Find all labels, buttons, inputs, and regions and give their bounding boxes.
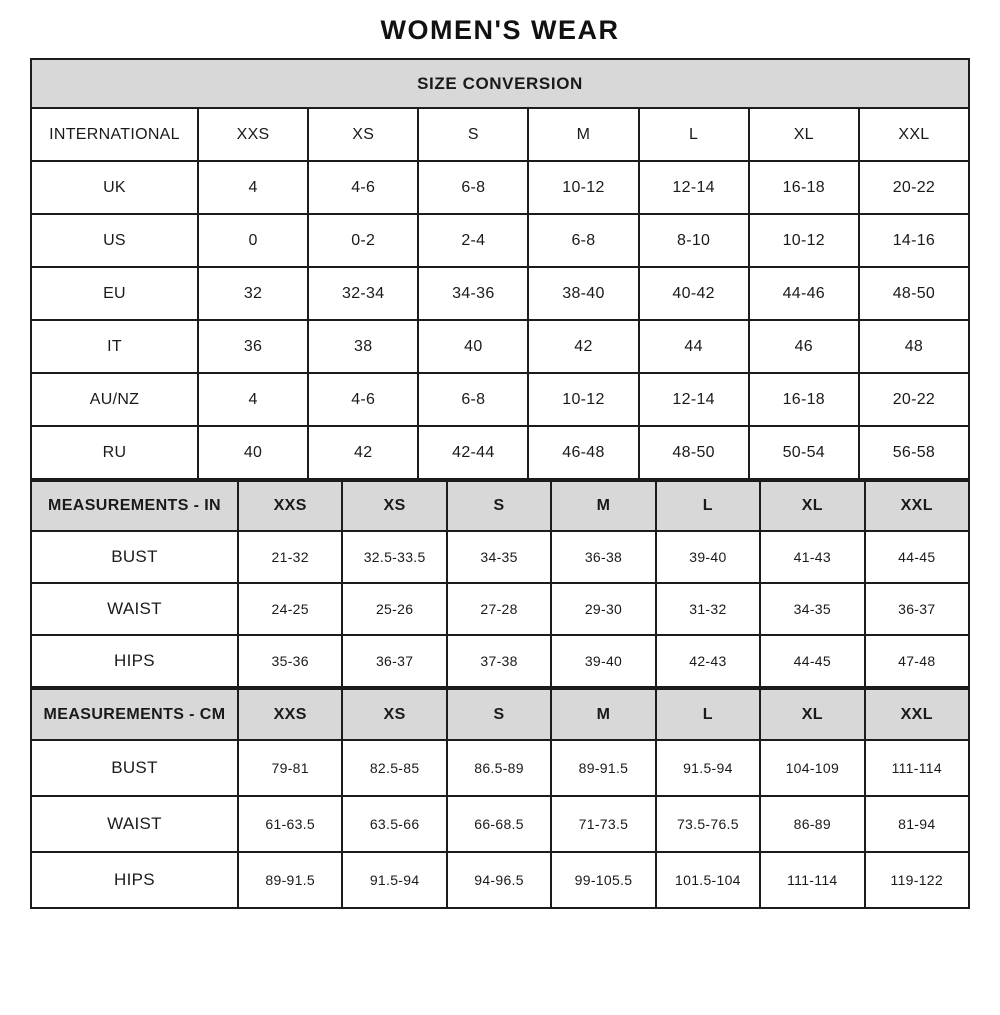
cell-us-xxs: 0	[198, 214, 308, 267]
cell-uk-s: 6-8	[418, 161, 528, 214]
table-row	[31, 796, 969, 852]
cell-it-m: 42	[528, 320, 638, 373]
cell-us-s: 2-4	[418, 214, 528, 267]
cell-bust-xs: 32.5-33.5	[342, 531, 446, 583]
cell-bust-xxs: 21-32	[238, 531, 342, 583]
cell-ru-xs: 42	[308, 426, 418, 479]
column-header-xs: XS	[342, 481, 446, 531]
table-row	[31, 635, 969, 687]
cell-hips-xs: 36-37	[342, 635, 446, 687]
row-label-ru: RU	[31, 426, 198, 479]
cell-it-l: 44	[639, 320, 749, 373]
cell-hips-m: 39-40	[551, 635, 655, 687]
header-row	[31, 481, 969, 531]
cell-hips-xxl: 47-48	[865, 635, 969, 687]
cell-ru-xxl: 56-58	[859, 426, 969, 479]
column-header-xxl: XXL	[865, 481, 969, 531]
table-title-measurements-in: MEASUREMENTS - IN	[31, 481, 238, 531]
cell-ru-xl: 50-54	[749, 426, 859, 479]
cell-bust-xs: 82.5-85	[342, 740, 446, 796]
table-row	[31, 320, 969, 373]
cell-ru-l: 48-50	[639, 426, 749, 479]
cell-hips-xs: 91.5-94	[342, 852, 446, 908]
cell-hips-xxl: 119-122	[865, 852, 969, 908]
table-row	[31, 373, 969, 426]
row-label-waist: WAIST	[31, 796, 238, 852]
table-title-measurements-cm: MEASUREMENTS - CM	[31, 689, 238, 740]
cell-au-nz-xxs: 4	[198, 373, 308, 426]
column-header-xs: XS	[342, 689, 446, 740]
column-header-m: M	[551, 689, 655, 740]
cell-au-nz-l: 12-14	[639, 373, 749, 426]
cell-waist-xxs: 61-63.5	[238, 796, 342, 852]
column-header-xxl: XXL	[859, 108, 969, 161]
column-header-m: M	[551, 481, 655, 531]
size-guide-page	[0, 15, 1000, 909]
cell-waist-xl: 34-35	[760, 583, 864, 635]
cell-eu-xxl: 48-50	[859, 267, 969, 320]
cell-us-xxl: 14-16	[859, 214, 969, 267]
column-header-international: INTERNATIONAL	[31, 108, 198, 161]
cell-waist-m: 29-30	[551, 583, 655, 635]
cell-waist-xxl: 36-37	[865, 583, 969, 635]
row-label-au-nz: AU/NZ	[31, 373, 198, 426]
cell-it-xxl: 48	[859, 320, 969, 373]
cell-ru-xxs: 40	[198, 426, 308, 479]
cell-eu-l: 40-42	[639, 267, 749, 320]
cell-waist-xs: 63.5-66	[342, 796, 446, 852]
cell-eu-s: 34-36	[418, 267, 528, 320]
row-label-us: US	[31, 214, 198, 267]
cell-it-xxs: 36	[198, 320, 308, 373]
cell-it-s: 40	[418, 320, 528, 373]
cell-bust-m: 89-91.5	[551, 740, 655, 796]
cell-waist-l: 73.5-76.5	[656, 796, 760, 852]
header-row	[31, 689, 969, 740]
measurements-in-table	[30, 480, 970, 688]
table-row	[31, 531, 969, 583]
cell-eu-m: 38-40	[528, 267, 638, 320]
row-label-bust: BUST	[31, 531, 238, 583]
cell-ru-s: 42-44	[418, 426, 528, 479]
cell-bust-xxs: 79-81	[238, 740, 342, 796]
cell-bust-l: 91.5-94	[656, 740, 760, 796]
cell-hips-m: 99-105.5	[551, 852, 655, 908]
cell-uk-xxs: 4	[198, 161, 308, 214]
table-row	[31, 267, 969, 320]
table-banner: SIZE CONVERSION	[31, 59, 969, 108]
column-header-l: L	[656, 481, 760, 531]
cell-au-nz-xl: 16-18	[749, 373, 859, 426]
cell-waist-s: 66-68.5	[447, 796, 551, 852]
cell-it-xl: 46	[749, 320, 859, 373]
cell-eu-xxs: 32	[198, 267, 308, 320]
row-label-waist: WAIST	[31, 583, 238, 635]
cell-bust-s: 34-35	[447, 531, 551, 583]
cell-bust-xl: 41-43	[760, 531, 864, 583]
table-row	[31, 583, 969, 635]
cell-us-l: 8-10	[639, 214, 749, 267]
column-header-xxs: XXS	[198, 108, 308, 161]
table-row	[31, 161, 969, 214]
column-header-xl: XL	[749, 108, 859, 161]
row-label-it: IT	[31, 320, 198, 373]
cell-bust-m: 36-38	[551, 531, 655, 583]
cell-uk-l: 12-14	[639, 161, 749, 214]
cell-waist-xxl: 81-94	[865, 796, 969, 852]
table-row	[31, 426, 969, 479]
cell-hips-l: 101.5-104	[656, 852, 760, 908]
row-label-uk: UK	[31, 161, 198, 214]
row-label-hips: HIPS	[31, 635, 238, 687]
column-header-xs: XS	[308, 108, 418, 161]
table-row	[31, 740, 969, 796]
cell-au-nz-xxl: 20-22	[859, 373, 969, 426]
cell-hips-xl: 111-114	[760, 852, 864, 908]
cell-au-nz-xs: 4-6	[308, 373, 418, 426]
cell-eu-xs: 32-34	[308, 267, 418, 320]
row-label-eu: EU	[31, 267, 198, 320]
column-header-l: L	[639, 108, 749, 161]
cell-bust-xxl: 44-45	[865, 531, 969, 583]
cell-bust-xxl: 111-114	[865, 740, 969, 796]
page-title: WOMEN'S WEAR	[380, 15, 620, 45]
cell-uk-xs: 4-6	[308, 161, 418, 214]
table-row	[31, 852, 969, 908]
size-conversion-table	[30, 58, 970, 480]
column-header-xxs: XXS	[238, 481, 342, 531]
cell-bust-l: 39-40	[656, 531, 760, 583]
cell-waist-xs: 25-26	[342, 583, 446, 635]
cell-hips-xxs: 89-91.5	[238, 852, 342, 908]
cell-us-xl: 10-12	[749, 214, 859, 267]
row-label-bust: BUST	[31, 740, 238, 796]
table-row	[31, 214, 969, 267]
cell-uk-m: 10-12	[528, 161, 638, 214]
cell-bust-xl: 104-109	[760, 740, 864, 796]
column-header-s: S	[447, 481, 551, 531]
cell-it-xs: 38	[308, 320, 418, 373]
cell-au-nz-s: 6-8	[418, 373, 528, 426]
cell-hips-s: 37-38	[447, 635, 551, 687]
cell-hips-xl: 44-45	[760, 635, 864, 687]
cell-waist-xxs: 24-25	[238, 583, 342, 635]
cell-uk-xxl: 20-22	[859, 161, 969, 214]
column-header-s: S	[418, 108, 528, 161]
cell-hips-xxs: 35-36	[238, 635, 342, 687]
cell-ru-m: 46-48	[528, 426, 638, 479]
measurements-cm-table	[30, 688, 970, 909]
column-header-xl: XL	[760, 689, 864, 740]
cell-hips-s: 94-96.5	[447, 852, 551, 908]
header-row	[31, 108, 969, 161]
cell-eu-xl: 44-46	[749, 267, 859, 320]
column-header-xxl: XXL	[865, 689, 969, 740]
column-header-m: M	[528, 108, 638, 161]
cell-waist-m: 71-73.5	[551, 796, 655, 852]
row-label-hips: HIPS	[31, 852, 238, 908]
cell-waist-xl: 86-89	[760, 796, 864, 852]
column-header-l: L	[656, 689, 760, 740]
cell-hips-l: 42-43	[656, 635, 760, 687]
column-header-xxs: XXS	[238, 689, 342, 740]
cell-au-nz-m: 10-12	[528, 373, 638, 426]
column-header-s: S	[447, 689, 551, 740]
cell-uk-xl: 16-18	[749, 161, 859, 214]
column-header-xl: XL	[760, 481, 864, 531]
cell-bust-s: 86.5-89	[447, 740, 551, 796]
cell-us-xs: 0-2	[308, 214, 418, 267]
cell-waist-s: 27-28	[447, 583, 551, 635]
cell-us-m: 6-8	[528, 214, 638, 267]
cell-waist-l: 31-32	[656, 583, 760, 635]
